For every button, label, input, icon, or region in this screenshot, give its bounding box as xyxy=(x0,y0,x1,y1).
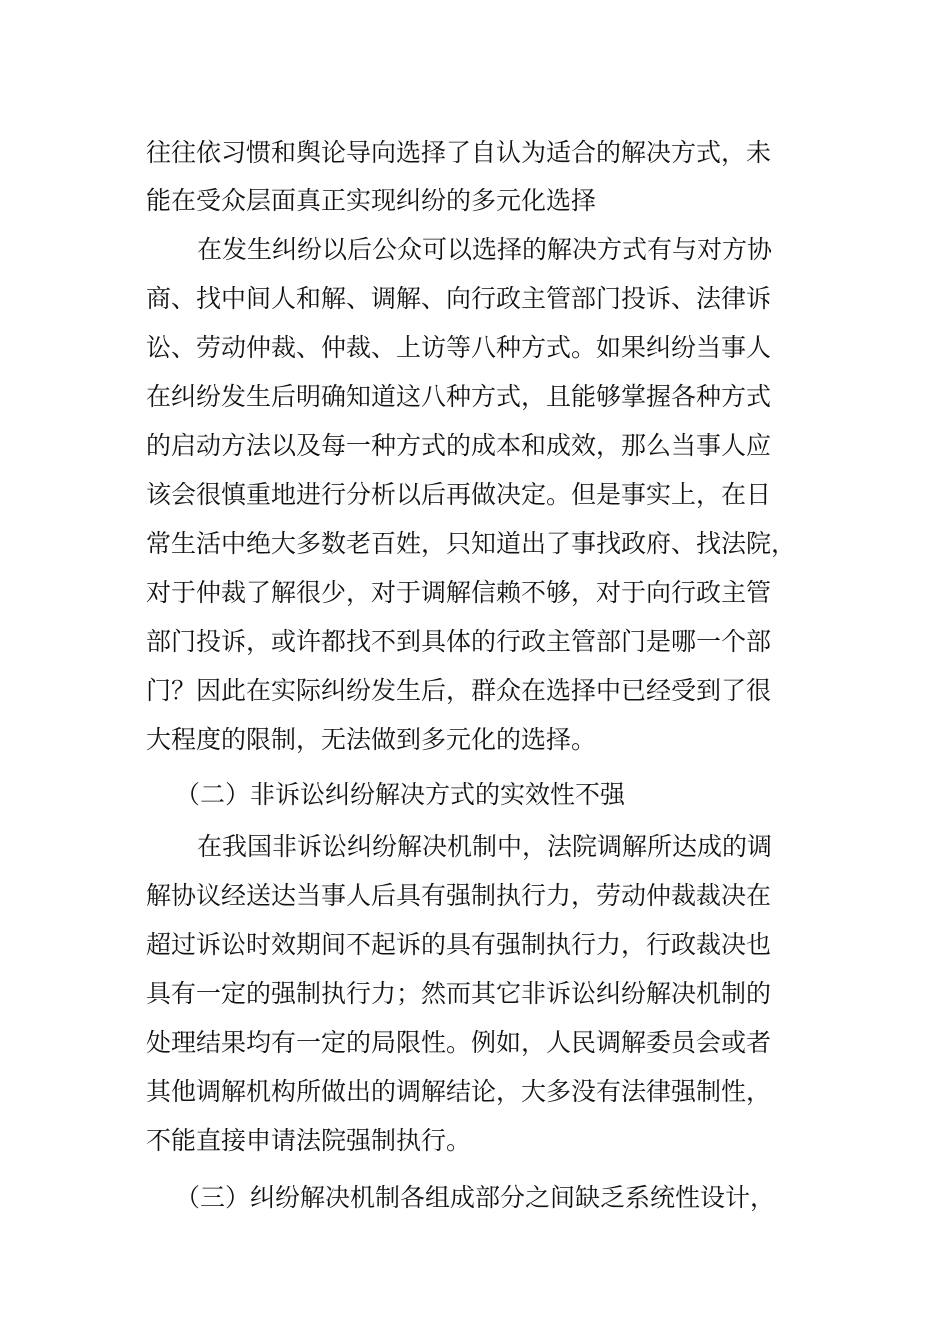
section-heading: （三）纠纷解决机制各组成部分之间缺乏系统性设计， xyxy=(175,1183,776,1212)
text-line: 能在受众层面真正实现纠纷的多元化选择 xyxy=(146,186,597,215)
text-line: 在纠纷发生后明确知道这八种方式，且能够掌握各种方式 xyxy=(146,382,772,411)
text-line: 处理结果均有一定的局限性。例如，人民调解委员会或者 xyxy=(146,1028,772,1057)
text-line: 商、找中间人和解、调解、向行政主管部门投诉、法律诉 xyxy=(146,284,772,313)
text-line: 部门投诉，或许都找不到具体的行政主管部门是哪一个部 xyxy=(146,627,772,656)
paragraph-start-line: 在发生纠纷以后公众可以选择的解决方式有与对方协 xyxy=(197,235,773,264)
text-line: 大程度的限制，无法做到多元化的选择。 xyxy=(146,725,597,754)
text-line: 超过诉讼时效期间不起诉的具有强制执行力，行政裁决也 xyxy=(146,930,772,959)
text-line: 对于仲裁了解很少，对于调解信赖不够，对于向行政主管 xyxy=(146,578,772,607)
text-line: 往往依习惯和舆论导向选择了自认为适合的解决方式，未 xyxy=(146,138,772,167)
text-line: 解协议经送达当事人后具有强制执行力，劳动仲裁裁决在 xyxy=(146,881,772,910)
text-line: 的启动方法以及每一种方式的成本和成效，那么当事人应 xyxy=(146,431,772,460)
text-line: 该会很慎重地进行分析以后再做决定。但是事实上，在日 xyxy=(146,480,772,509)
paragraph-start-line: 在我国非诉讼纠纷解决机制中，法院调解所达成的调 xyxy=(197,832,773,861)
text-line: 讼、劳动仲裁、仲裁、上访等八种方式。如果纠纷当事人 xyxy=(146,333,772,362)
text-line: 常生活中绝大多数老百姓，只知道出了事找政府、找法院， xyxy=(146,529,797,558)
section-heading: （二）非诉讼纠纷解决方式的实效性不强 xyxy=(175,780,626,809)
text-line: 其他调解机构所做出的调解结论，大多没有法律强制性， xyxy=(146,1077,772,1106)
text-line: 不能直接申请法院强制执行。 xyxy=(146,1126,472,1155)
text-line: 门？因此在实际纠纷发生后，群众在选择中已经受到了很 xyxy=(146,676,772,705)
text-line: 具有一定的强制执行力；然而其它非诉讼纠纷解决机制的 xyxy=(146,979,772,1008)
